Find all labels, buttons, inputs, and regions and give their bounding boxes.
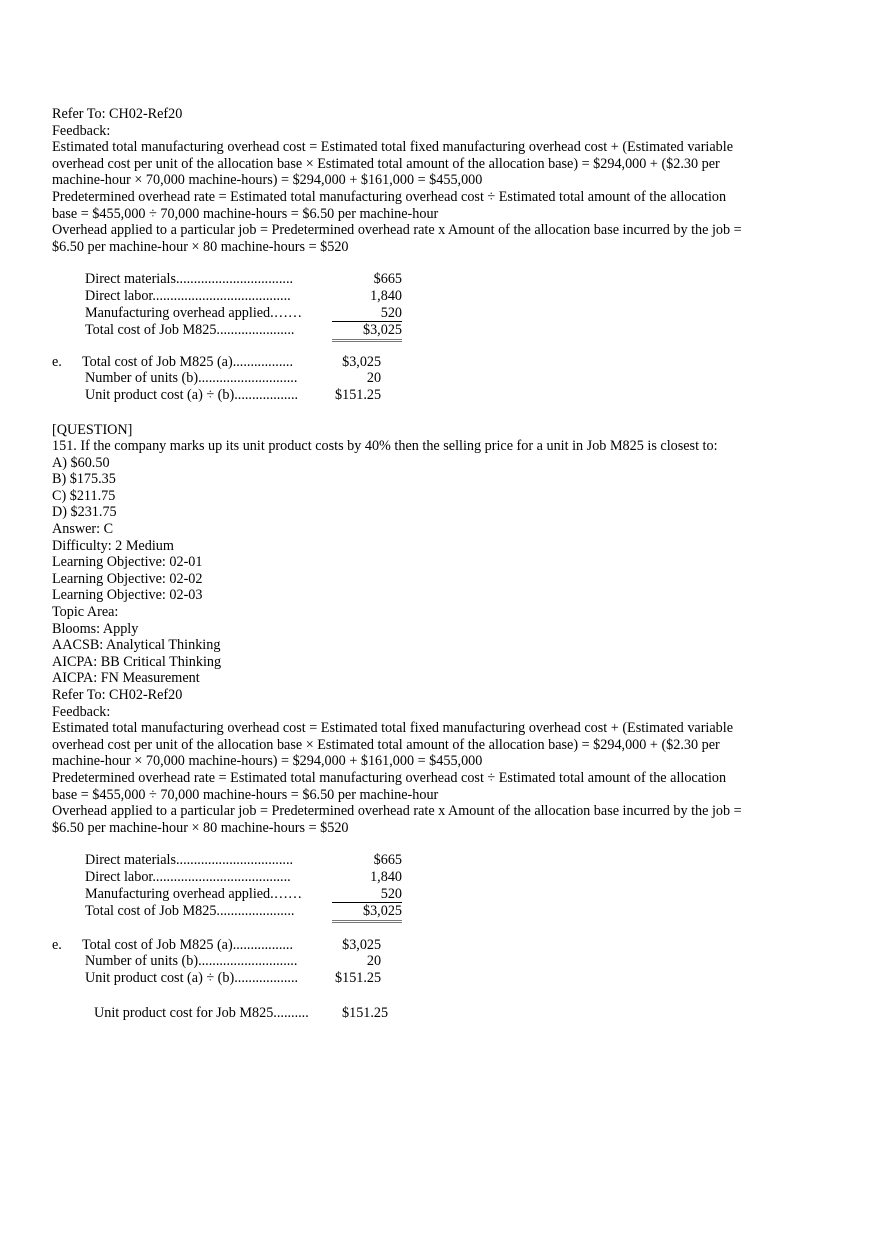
table-row (85, 886, 402, 903)
table-row (85, 305, 402, 322)
table-row (94, 1005, 388, 1022)
row-value: $665 (373, 852, 402, 869)
aicpa: AICPA: BB Critical Thinking (52, 653, 222, 670)
table-row (52, 354, 381, 371)
feedback-line: Estimated total manufacturing overhead cost = Estimated total fixed manufacturing overhead cost + (Estimated variable (52, 139, 734, 156)
feedback-line: base = $455,000 ÷ 70,000 machine-hours = $6.50 per machine-hour (52, 786, 439, 803)
feedback-line: Estimated total manufacturing overhead cost = Estimated total fixed manufacturing overhead cost + (Estimated variable (52, 720, 734, 737)
row-label: Unit product cost for Job M825.......... (94, 1004, 309, 1021)
row-value: $665 (373, 271, 402, 288)
table-row (52, 970, 381, 987)
table-row (85, 322, 402, 341)
part-e-table (52, 937, 381, 987)
row-label: Direct materials................................. (85, 271, 294, 288)
row-label: Manufacturing overhead applied.…… (85, 304, 303, 321)
row-label: Number of units (b)............................ (85, 370, 298, 387)
row-label: Manufacturing overhead applied.…… (85, 885, 303, 902)
row-value: 520 (332, 305, 402, 322)
feedback-line: $6.50 per machine-hour × 80 machine-hours = $520 (52, 819, 349, 836)
feedback-line: Overhead applied to a particular job = Predetermined overhead rate x Amount of the allocation base incurred by the job = (52, 222, 742, 239)
difficulty: Difficulty: 2 Medium (52, 537, 174, 554)
refer-to: Refer To: CH02-Ref20 (52, 687, 183, 703)
question-metadata (52, 521, 772, 720)
row-label: Direct materials................................. (85, 852, 294, 869)
refer-to: Refer To: CH02-Ref20 (52, 106, 183, 122)
row-label: Total cost of Job M825...................... (85, 321, 295, 338)
row-label: Total cost of Job M825 (a)................. (82, 353, 294, 370)
row-value: $3,025 (332, 322, 402, 341)
job-cost-table (85, 852, 402, 922)
option-c: C) $211.75 (52, 487, 116, 504)
learning-objective: Learning Objective: 02-03 (52, 587, 203, 604)
document-page (52, 106, 772, 1023)
table-row (85, 271, 402, 288)
row-value: $3,025 (342, 936, 382, 953)
row-label: Direct labor....................................... (85, 287, 291, 304)
table-row (52, 370, 381, 387)
feedback-text (52, 139, 772, 255)
row-label: Total cost of Job M825...................... (85, 902, 295, 919)
feedback-line: Predetermined overhead rate = Estimated total manufacturing overhead cost ÷ Estimated total amount of the allocation (52, 188, 727, 205)
feedback-line: base = $455,000 ÷ 70,000 machine-hours = $6.50 per machine-hour (52, 205, 439, 222)
row-value: $151.25 (342, 1004, 389, 1021)
table-row (85, 852, 402, 869)
row-value: $151.25 (335, 386, 382, 403)
table-row (85, 288, 402, 305)
row-label: Unit product cost (a) ÷ (b).................. (85, 969, 299, 986)
option-d: D) $231.75 (52, 504, 117, 521)
feedback-label: Feedback: (52, 122, 111, 139)
part-letter: e. (52, 353, 62, 370)
feedback-label: Feedback: (52, 703, 111, 720)
option-b: B) $175.35 (52, 471, 116, 488)
table-row (85, 869, 402, 886)
row-label: Unit product cost (a) ÷ (b).................. (85, 386, 299, 403)
answer: Answer: C (52, 521, 114, 538)
feedback-line: overhead cost per unit of the allocation base × Estimated total amount of the allocation base) = $294,000 + ($2.30 per (52, 155, 720, 172)
question-text: 151. If the company marks up its unit product costs by 40% then the selling price for a unit in Job M825 is closest to: (52, 438, 718, 455)
table-row (52, 387, 381, 404)
row-value: 1,840 (370, 287, 402, 304)
feedback-line: Predetermined overhead rate = Estimated total manufacturing overhead cost ÷ Estimated total amount of the allocation (52, 769, 727, 786)
aicpa: AICPA: FN Measurement (52, 670, 200, 687)
aacsb: AACSB: Analytical Thinking (52, 637, 221, 654)
answer-options (52, 455, 772, 521)
unit-cost-summary (92, 1003, 390, 1024)
option-a: A) $60.50 (52, 454, 110, 471)
part-e-table (52, 354, 381, 404)
row-value: 20 (366, 370, 382, 387)
row-value: 520 (332, 886, 402, 903)
table-row (52, 953, 381, 970)
feedback-line: machine-hour × 70,000 machine-hours) = $294,000 + $161,000 = $455,000 (52, 172, 483, 189)
table-row (85, 903, 402, 922)
job-cost-table (85, 271, 402, 341)
blooms: Blooms: Apply (52, 620, 139, 637)
row-value: 1,840 (370, 868, 402, 885)
table-row (52, 937, 381, 954)
question-tag: [QUESTION] (52, 421, 133, 438)
learning-objective: Learning Objective: 02-01 (52, 554, 203, 571)
feedback-line: $6.50 per machine-hour × 80 machine-hours = $520 (52, 238, 349, 255)
row-value: 20 (366, 953, 382, 970)
topic-area: Topic Area: (52, 604, 119, 621)
feedback-line: overhead cost per unit of the allocation base × Estimated total amount of the allocation base) = $294,000 + ($2.30 per (52, 736, 720, 753)
feedback-text (52, 720, 772, 836)
feedback-line: Overhead applied to a particular job = Predetermined overhead rate x Amount of the allocation base incurred by the job = (52, 803, 742, 820)
row-label: Total cost of Job M825 (a)................. (82, 936, 294, 953)
row-value: $3,025 (332, 903, 402, 922)
learning-objective: Learning Objective: 02-02 (52, 570, 203, 587)
row-label: Number of units (b)............................ (85, 953, 298, 970)
row-value: $151.25 (335, 969, 382, 986)
row-value: $3,025 (342, 353, 382, 370)
row-label: Direct labor....................................... (85, 868, 291, 885)
part-letter: e. (52, 936, 62, 953)
feedback-line: machine-hour × 70,000 machine-hours) = $294,000 + $161,000 = $455,000 (52, 753, 483, 770)
